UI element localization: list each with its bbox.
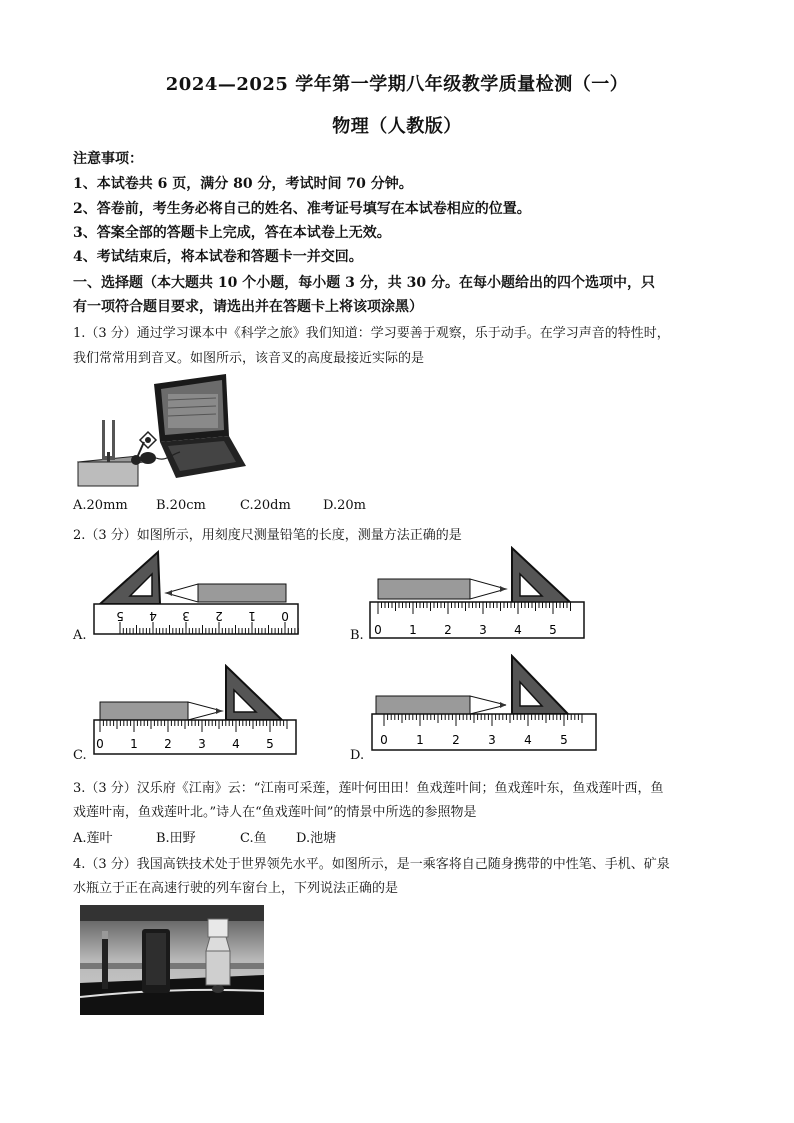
question-1-text-cont: 我们常常用到音叉。如图所示，该音叉的高度最接近实际的是 bbox=[73, 351, 425, 366]
q2-label-d: D. bbox=[350, 748, 365, 763]
ruler-number: 2 bbox=[452, 733, 460, 747]
ruler-a-number: 5 bbox=[116, 609, 124, 623]
ruler-figure-d bbox=[366, 654, 600, 754]
q3-option-d: D.池塘 bbox=[296, 831, 337, 846]
ruler-figure-b bbox=[366, 546, 588, 640]
q1-option-a: A.20mm bbox=[73, 498, 128, 513]
ruler-number: 5 bbox=[266, 737, 274, 751]
ruler-number: 4 bbox=[232, 737, 240, 751]
q3-option-a: A.莲叶 bbox=[73, 831, 113, 846]
ruler-number: 5 bbox=[560, 733, 568, 747]
question-4-text-cont: 水瓶立于正在高速行驶的列车窗台上，下列说法正确的是 bbox=[73, 881, 399, 896]
ruler-number: 1 bbox=[409, 623, 417, 637]
ruler-figure-a bbox=[90, 548, 300, 638]
ruler-number: 3 bbox=[488, 733, 496, 747]
q1-option-c: C.20dm bbox=[240, 498, 291, 513]
note-item: 4、考试结束后，将本试卷和答题卡一并交回。 bbox=[73, 249, 363, 265]
ruler-number: 1 bbox=[130, 737, 138, 751]
ruler-number: 2 bbox=[164, 737, 172, 751]
train-window-photo bbox=[80, 905, 264, 1015]
question-2-text: 2.（3 分）如图所示，用刻度尺测量铅笔的长度，测量方法正确的是 bbox=[73, 528, 462, 543]
question-3-text-cont: 戏莲叶南，鱼戏莲叶北。”诗人在“鱼戏莲叶间”的情景中所选的参照物是 bbox=[73, 805, 477, 820]
section-heading-cont: 有一项符合题目要求，请选出并在答题卡上将该项涂黑） bbox=[73, 299, 423, 315]
ruler-a-number: 2 bbox=[215, 609, 223, 623]
ruler-number: 1 bbox=[416, 733, 424, 747]
ruler-number: 0 bbox=[96, 737, 104, 751]
ruler-a-number: 0 bbox=[281, 609, 289, 623]
ruler-a-number: 3 bbox=[182, 609, 190, 623]
question-3-text: 3.（3 分）汉乐府《江南》云：“江南可采莲，莲叶何田田！鱼戏莲叶间；鱼戏莲叶东，鱼戏莲叶西，鱼 bbox=[73, 781, 664, 796]
note-item: 3、答案全部的答题卡上完成，答在本试卷上无效。 bbox=[73, 225, 391, 241]
ruler-figure-c bbox=[90, 664, 300, 758]
ruler-number: 3 bbox=[198, 737, 206, 751]
note-item: 2、答卷前，考生务必将自己的姓名、准考证号填写在本试卷相应的位置。 bbox=[73, 201, 531, 217]
page-title: 2024—2025 学年第一学期八年级教学质量检测（一） bbox=[165, 74, 629, 95]
ruler-number: 3 bbox=[479, 623, 487, 637]
note-item: 1、本试卷共 6 页，满分 80 分，考试时间 70 分钟。 bbox=[73, 176, 413, 192]
ruler-number: 0 bbox=[380, 733, 388, 747]
ruler-a-number: 4 bbox=[149, 609, 157, 623]
ruler-a-number: 1 bbox=[248, 609, 256, 623]
page-subtitle: 物理（人教版） bbox=[332, 116, 462, 137]
question-4-text: 4.（3 分）我国高铁技术处于世界领先水平。如图所示，是一乘客将自己随身携带的中性笔、手机、矿泉 bbox=[73, 857, 670, 872]
tuning-fork-laptop-figure bbox=[76, 370, 251, 490]
q1-option-b: B.20cm bbox=[156, 498, 206, 513]
ruler-number: 5 bbox=[549, 623, 557, 637]
q2-label-a: A. bbox=[73, 628, 87, 643]
q3-option-c: C.鱼 bbox=[240, 831, 267, 846]
ruler-number: 2 bbox=[444, 623, 452, 637]
q3-option-b: B.田野 bbox=[156, 831, 196, 846]
ruler-number: 4 bbox=[514, 623, 522, 637]
q2-label-c: C. bbox=[73, 748, 87, 763]
ruler-number: 0 bbox=[374, 623, 382, 637]
ruler-number: 4 bbox=[524, 733, 532, 747]
q1-option-d: D.20m bbox=[323, 498, 366, 513]
notes-heading: 注意事项： bbox=[73, 151, 143, 167]
section-heading: 一、选择题（本大题共 10 个小题，每小题 3 分，共 30 分。在每小题给出的四个选项中，只 bbox=[73, 275, 655, 291]
q2-label-b: B. bbox=[350, 628, 364, 643]
question-1-text: 1.（3 分）通过学习课本中《科学之旅》我们知道：学习要善于观察，乐于动手。在学习声音的特性时， bbox=[73, 326, 670, 341]
